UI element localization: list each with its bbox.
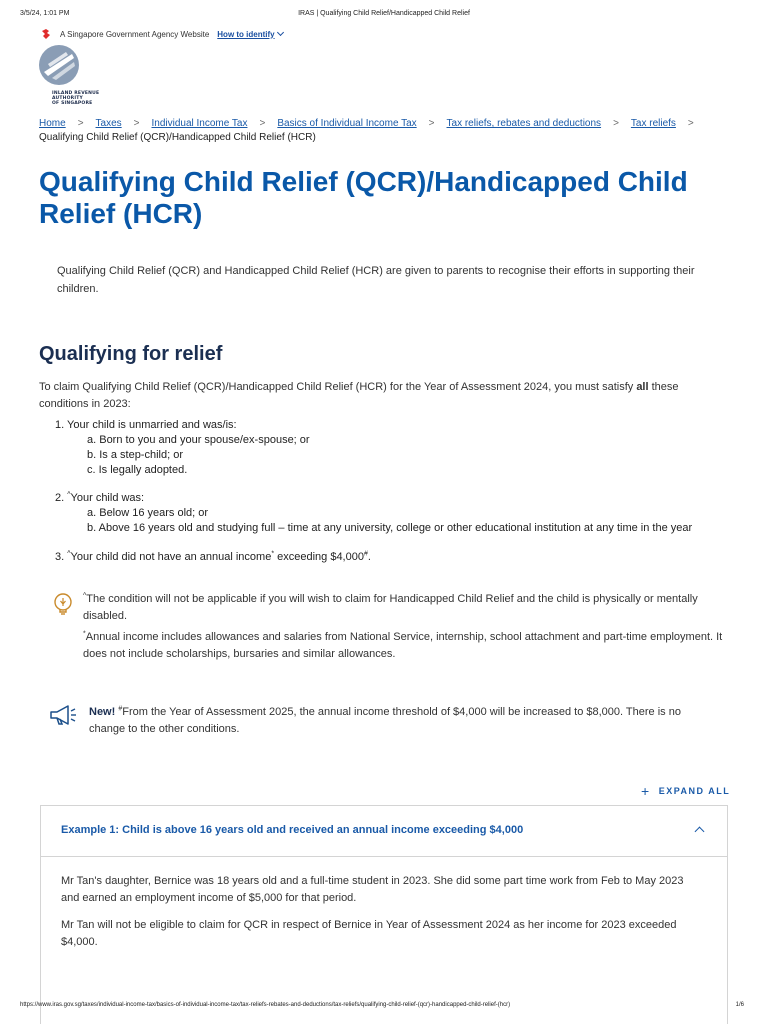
breadcrumb-basics[interactable]: Basics of Individual Income Tax	[277, 118, 417, 129]
caret-mark: ^	[67, 550, 71, 558]
lion-head-icon	[40, 28, 52, 40]
breadcrumb-separator-icon: >	[259, 118, 266, 129]
breadcrumb-tax-reliefs[interactable]: Tax reliefs	[630, 118, 676, 129]
caret-mark: ^	[83, 592, 87, 600]
example-accordion	[40, 805, 728, 1024]
logo-line: OF SINGAPORE	[52, 101, 93, 106]
claim-text-bold: all	[636, 381, 649, 393]
accordion-body	[61, 873, 701, 961]
accordion-title: Example 1: Child is above 16 years old and received an annual income exceeding $4,000	[61, 824, 524, 836]
breadcrumb-tax-reliefs-rebates[interactable]: Tax reliefs, rebates and deductions	[446, 118, 602, 129]
new-notice-text	[89, 704, 699, 738]
print-title: IRAS | Qualifying Child Relief/Handicapped Child Relief	[298, 10, 470, 17]
breadcrumb-separator-icon: >	[613, 118, 619, 129]
hash-mark: #	[118, 705, 123, 713]
asterisk-mark: *	[271, 550, 275, 558]
breadcrumb-current: Qualifying Child Relief (QCR)/Handicapped Child Relief (HCR)	[39, 132, 316, 143]
breadcrumb-taxes[interactable]: Taxes	[95, 118, 122, 129]
new-label: New!	[89, 706, 116, 718]
condition-2	[55, 491, 755, 506]
condition-3-text-a: Your child did not have an annual income	[70, 551, 272, 563]
chevron-up-icon[interactable]	[695, 827, 705, 837]
note-paragraph-1-text: The condition will not be applicable if you will wish to claim for Handicapped Child Relief and the child is physically or mentally disabled.	[83, 593, 698, 622]
accordion-header[interactable]	[41, 806, 727, 857]
condition-2a: a. Below 16 years old; or	[87, 507, 209, 519]
expand-all-label: EXPAND ALL	[658, 786, 731, 796]
condition-2-number: 2.	[55, 492, 68, 504]
intro-text: Qualifying Child Relief (QCR) and Handicapped Child Relief (HCR) are given to parents to recognise their efforts in supporting their children.	[57, 265, 695, 295]
claim-text-before: To claim Qualifying Child Relief (QCR)/Handicapped Child Relief (HCR) for the Year of Assessment 2024, you must satisfy	[39, 381, 637, 393]
note-paragraph-1	[83, 591, 723, 625]
section-heading: Qualifying for relief	[39, 343, 223, 365]
condition-3-text-b: exceeding $4,000	[274, 551, 364, 563]
note-paragraph-2-text: Annual income includes allowances and salaries from National Service, internship, school attachment and part-time employment. It does not include scholarships, bursaries and similar allowances.	[83, 631, 723, 660]
breadcrumb-home[interactable]: Home	[39, 118, 66, 129]
lightbulb-icon	[52, 592, 74, 616]
condition-2-text: Your child was:	[70, 492, 145, 504]
breadcrumb-separator-icon: >	[428, 118, 435, 129]
conditions-list	[55, 418, 755, 565]
hash-mark: #	[363, 550, 368, 558]
accordion-paragraph-1: Mr Tan's daughter, Bernice was 18 years old and a full-time student in 2023. She did some part time work from Feb to May 2023 and earned an employment income of $5,000 for that period.	[61, 875, 684, 904]
breadcrumb-separator-icon: >	[687, 118, 694, 129]
print-url: https://www.iras.gov.sg/taxes/individual-income-tax/basics-of-individual-income-tax/tax-reliefs-rebates-and-deductions/tax-reliefs/qualifying-child-relief-(qcr)-handicapped-child-relief-(hcr)	[20, 1002, 511, 1008]
plus-icon: +	[641, 783, 651, 799]
condition-1c: c. Is legally adopted.	[87, 464, 188, 476]
new-notice-body: From the Year of Assessment 2025, the annual income threshold of $4,000 will be increased to $8,000. There is no change to the other conditions.	[89, 706, 681, 735]
breadcrumb-separator-icon: >	[133, 118, 140, 129]
condition-1: 1. Your child is unmarried and was/is:	[55, 419, 237, 431]
print-page-number: 1/6	[735, 1002, 744, 1008]
condition-2b: b. Above 16 years old and studying full – time at any university, college or other educational institution at any time in the year	[87, 522, 693, 534]
accordion-paragraph-2: Mr Tan will not be eligible to claim for QCR in respect of Bernice in Year of Assessment 2024 as her income for 2023 exceeded $4,000.	[61, 919, 677, 948]
gov-banner	[40, 27, 283, 41]
condition-1a: a. Born to you and your spouse/ex-spouse; or	[87, 434, 310, 446]
breadcrumb	[39, 117, 739, 145]
claim-text	[39, 379, 709, 413]
print-datetime: 3/5/24, 1:01 PM	[20, 10, 70, 17]
expand-all-button[interactable]	[641, 783, 731, 799]
iras-logo[interactable]	[38, 44, 98, 106]
gov-banner-text: A Singapore Government Agency Website	[60, 29, 210, 39]
condition-3	[55, 550, 755, 565]
logo-line: INLAND REVENUE	[52, 91, 100, 96]
caret-mark: ^	[67, 491, 71, 499]
chevron-down-icon[interactable]	[277, 29, 284, 36]
iras-logo-emblem-icon	[38, 44, 80, 86]
logo-text	[52, 91, 98, 106]
how-to-identify-link[interactable]: How to identify	[217, 29, 275, 39]
asterisk-mark: *	[83, 630, 86, 638]
page-title: Qualifying Child Relief (QCR)/Handicapped Child Relief (HCR)	[39, 166, 688, 229]
breadcrumb-individual-income-tax[interactable]: Individual Income Tax	[151, 118, 248, 129]
logo-line: AUTHORITY	[52, 96, 83, 101]
condition-3-number: 3.	[55, 551, 68, 563]
condition-3-end: .	[367, 551, 371, 563]
condition-1b: b. Is a step-child; or	[87, 449, 183, 461]
note-paragraph-2	[83, 629, 723, 663]
megaphone-icon	[48, 704, 78, 726]
breadcrumb-separator-icon: >	[77, 118, 84, 129]
claim-text-after: these conditions in 2023:	[39, 381, 679, 410]
